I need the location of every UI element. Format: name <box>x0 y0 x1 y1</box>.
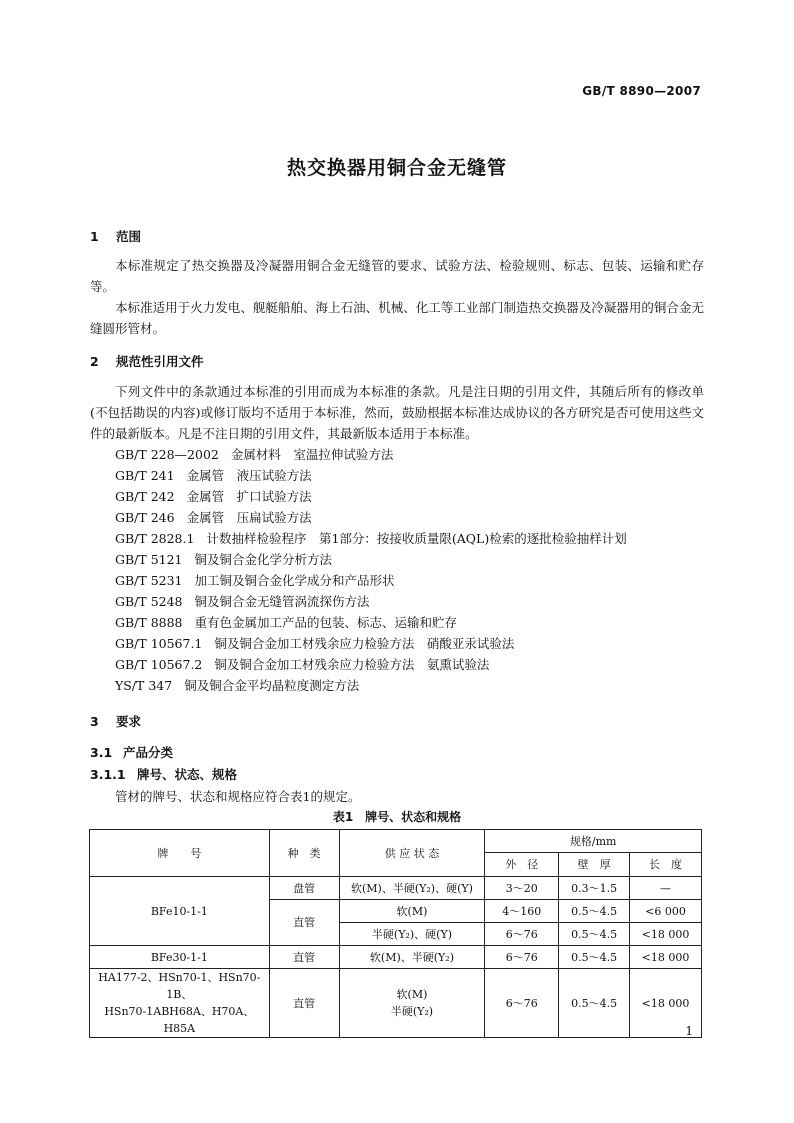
cell-wall-thickness: 0.5～4.5 <box>559 946 630 969</box>
subsection-3-1-heading <box>90 743 173 761</box>
temper-line: 半硬(Y₂) <box>390 1005 434 1018</box>
section-title: 要求 <box>116 714 142 729</box>
reference-item <box>115 654 627 675</box>
reference-code: GB/T 2828.1 <box>115 531 195 546</box>
table-row <box>90 969 702 1038</box>
cell-wall-thickness: 0.5～4.5 <box>559 923 630 946</box>
cell-type: 直管 <box>269 969 339 1038</box>
reference-title: 加工铜及铜合金化学成分和产品形状 <box>194 573 395 588</box>
reference-code: GB/T 10567.1 <box>115 636 203 651</box>
cell-length: <18 000 <box>630 946 702 969</box>
section-title: 规范性引用文件 <box>116 354 204 369</box>
cell-wall-thickness: 0.5～4.5 <box>559 969 630 1038</box>
table-header-row <box>90 830 702 853</box>
reference-code: GB/T 10567.2 <box>115 657 203 672</box>
section-number: 3.1.1 <box>90 767 126 782</box>
reference-title: 铜及铜合金化学分析方法 <box>194 552 333 567</box>
cell-grade <box>90 969 270 1038</box>
reference-title: 金属管 液压试验方法 <box>186 468 312 483</box>
cell-length: — <box>630 877 702 900</box>
cell-temper: 半硬(Y₂)、硬(Y) <box>339 923 485 946</box>
cell-grade: BFe10-1-1 <box>90 877 270 946</box>
reference-title: 铜及铜合金加工材残余应力检验方法 硝酸亚汞试验法 <box>214 636 515 651</box>
reference-title: 铜及铜合金平均晶粒度测定方法 <box>184 678 360 693</box>
section-title: 产品分类 <box>123 745 174 760</box>
cell-outer-diameter: 3～20 <box>485 877 559 900</box>
cell-length: <18 000 <box>630 969 702 1038</box>
cell-type: 直管 <box>269 946 339 969</box>
reference-code: YS/T 347 <box>115 678 173 693</box>
reference-code: GB/T 246 <box>115 510 175 525</box>
cell-wall-thickness: 0.3～1.5 <box>559 877 630 900</box>
header-type: 种 类 <box>269 830 339 877</box>
cell-outer-diameter: 6～76 <box>485 946 559 969</box>
header-length: 长 度 <box>630 853 702 877</box>
reference-item <box>115 675 627 696</box>
cell-grade: BFe30-1-1 <box>90 946 270 969</box>
cell-length: <18 000 <box>630 923 702 946</box>
reference-title: 金属管 压扁试验方法 <box>186 510 312 525</box>
document-title: 热交换器用铜合金无缝管 <box>286 157 507 179</box>
cell-type: 盘管 <box>269 877 339 900</box>
reference-title: 铜及铜合金无缝管涡流探伤方法 <box>194 594 370 609</box>
header-wall-thickness: 壁 厚 <box>559 853 630 877</box>
reference-code: GB/T 5231 <box>115 573 183 588</box>
header-outer-diameter: 外 径 <box>485 853 559 877</box>
section-1-heading <box>90 227 141 245</box>
paragraph: 下列文件中的条款通过本标准的引用而成为本标准的条款。凡是注日期的引用文件，其随后所有的修改单(不包括勘误的内容)或修订版均不适用于本标准，然而，鼓励根据本标准达成协议的各方研究是否可使用这些文件的最新版本。凡是不注日期的引用文件，其最新版本适用于本标准。 <box>90 384 704 441</box>
reference-item <box>115 612 627 633</box>
standard-number: GB/T 8890—2007 <box>582 84 701 98</box>
reference-title: 重有色金属加工产品的包装、标志、运输和贮存 <box>194 615 458 630</box>
cell-temper <box>339 969 485 1038</box>
section-number: 3.1 <box>90 745 113 760</box>
reference-code: GB/T 228—2002 <box>115 447 219 462</box>
reference-item <box>115 444 627 465</box>
reference-item <box>115 633 627 654</box>
reference-code: GB/T 5121 <box>115 552 183 567</box>
reference-item <box>115 465 627 486</box>
reference-code: GB/T 5248 <box>115 594 183 609</box>
section-number: 3 <box>90 714 99 729</box>
table-caption: 表1 牌号、状态和规格 <box>332 810 462 824</box>
section-2-heading <box>90 352 204 370</box>
cell-temper: 软(M)、半硬(Y₂)、硬(Y) <box>339 877 485 900</box>
subsection-3-1-1-heading <box>90 765 237 783</box>
reference-list <box>115 444 627 696</box>
page-number: 1 <box>685 1024 693 1038</box>
section-number: 1 <box>90 229 99 244</box>
reference-code: GB/T 8888 <box>115 615 183 630</box>
cell-outer-diameter: 6～76 <box>485 969 559 1038</box>
reference-item <box>115 486 627 507</box>
section-3-heading <box>90 712 141 730</box>
paragraph: 本标准规定了热交换器及冷凝器用铜合金无缝管的要求、试验方法、检验规则、标志、包装、运输和贮存等。 <box>90 258 704 294</box>
section-title: 范围 <box>116 229 142 244</box>
table-row <box>90 877 702 900</box>
section-title: 牌号、状态、规格 <box>137 767 238 782</box>
reference-item <box>115 591 627 612</box>
reference-title: 铜及铜合金加工材残余应力检验方法 氨熏试验法 <box>214 657 490 672</box>
header-spec: 规格/mm <box>485 830 702 853</box>
reference-code: GB/T 242 <box>115 489 175 504</box>
cell-outer-diameter: 4～160 <box>485 900 559 923</box>
cell-temper: 软(M) <box>339 900 485 923</box>
header-temper: 供 应 状 态 <box>339 830 485 877</box>
reference-item <box>115 549 627 570</box>
grade-line: HA177-2、HSn70-1、HSn70-1B、 <box>98 971 261 1001</box>
reference-item <box>115 570 627 591</box>
reference-title: 金属管 扩口试验方法 <box>186 489 312 504</box>
reference-item <box>115 528 627 549</box>
spec-table <box>89 829 702 1038</box>
reference-title: 金属材料 室温拉伸试验方法 <box>230 447 394 462</box>
cell-outer-diameter: 6～76 <box>485 923 559 946</box>
reference-item <box>115 507 627 528</box>
grade-line: HSn70-1ABH68A、H70A、H85A <box>104 1005 255 1035</box>
table-intro-text: 管材的牌号、状态和规格应符合表1的规定。 <box>115 789 361 804</box>
cell-temper: 软(M)、半硬(Y₂) <box>339 946 485 969</box>
reference-title: 计数抽样检验程序 第1部分：按接收质量限(AQL)检索的逐批检验抽样计划 <box>206 531 627 546</box>
section-number: 2 <box>90 354 99 369</box>
temper-line: 软(M) <box>396 988 428 1001</box>
header-grade: 牌 号 <box>90 830 270 877</box>
cell-wall-thickness: 0.5～4.5 <box>559 900 630 923</box>
cell-type: 直管 <box>269 900 339 946</box>
reference-code: GB/T 241 <box>115 468 175 483</box>
paragraph: 本标准适用于火力发电、舰艇船舶、海上石油、机械、化工等工业部门制造热交换器及冷凝器用的铜合金无缝圆形管材。 <box>90 300 704 336</box>
cell-length: <6 000 <box>630 900 702 923</box>
table-row <box>90 946 702 969</box>
